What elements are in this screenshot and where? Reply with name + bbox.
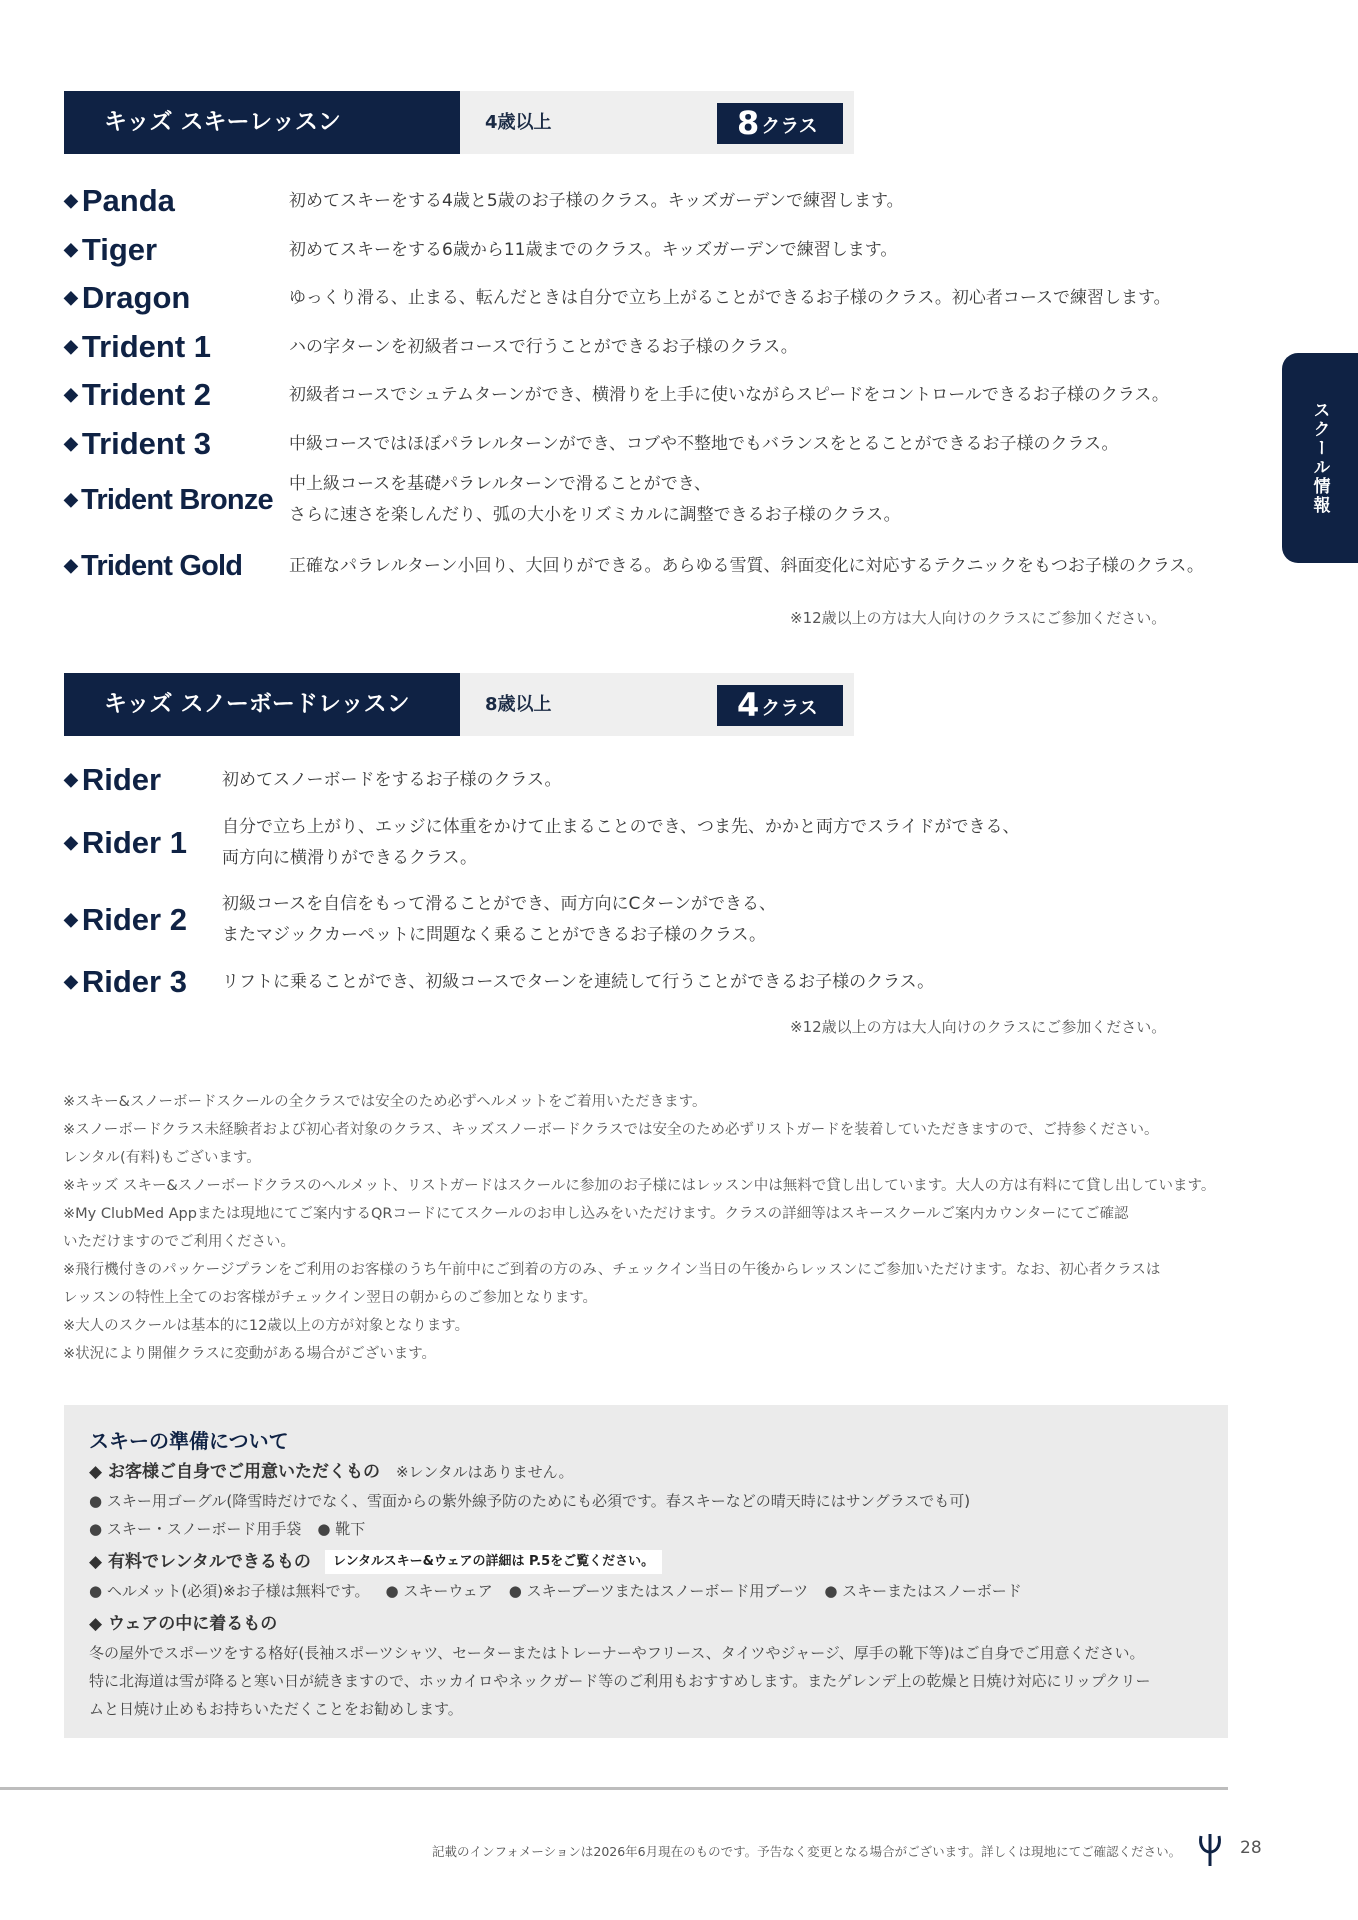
paragraph-line: ムと日焼け止めもお持ちいただくことをお勧めします。 bbox=[89, 1700, 463, 1718]
side-tab-label: スクール情報 bbox=[1309, 401, 1330, 515]
diamond-bullet-icon: ◆ bbox=[64, 335, 78, 356]
ski-age-note: ※12歳以上の方は大人向けのクラスにご参加ください。 bbox=[790, 609, 1167, 627]
diamond-bullet-icon: ◆ bbox=[64, 189, 78, 210]
ski-class-row bbox=[64, 375, 1264, 415]
class-description: 初級者コースでシュテムターンができ、横滑りを上手に使いながらスピードをコントロールできるお子様のクラス。 bbox=[289, 384, 1169, 405]
note-line: ※大人のスクールは基本的に12歳以上の方が対象となります。 bbox=[63, 1318, 470, 1334]
school-info-side-tab[interactable] bbox=[1282, 353, 1358, 563]
diamond-bullet-icon: ◆ bbox=[64, 554, 78, 575]
diamond-bullet-icon: ◆ bbox=[64, 238, 78, 259]
note-line: ※スノーボードクラス未経験者および初心者対象のクラス、キッズスノーボードクラスでは安全のため必ずリストガードを装着していただきますので、ご持参ください。 bbox=[63, 1122, 1159, 1138]
list-item: ● スキー・スノーボード用手袋 ● 靴下 bbox=[89, 1520, 366, 1538]
diamond-bullet-icon: ◆ bbox=[64, 768, 78, 789]
snowboard-count-unit: クラス bbox=[761, 697, 818, 719]
list-item: ● ヘルメット(必須)※お子様は無料です。 ● スキーウェア ● スキーブーツまたはスノーボード用ブーツ ● スキーまたはスノーボード bbox=[89, 1582, 1022, 1600]
ski-age: 4歳以上 bbox=[485, 112, 552, 133]
ski-class-row bbox=[64, 469, 1264, 531]
class-name: ◆ Rider bbox=[64, 762, 162, 797]
diamond-bullet-icon: ◆ bbox=[64, 383, 78, 404]
note-line: ※飛行機付きのパッケージプランをご利用のお客様のうち午前中にご到着の方のみ、チェックイン当日の午後からレッスンにご参加いただけます。なお、初心者クラスは bbox=[63, 1262, 1161, 1278]
class-name: ◆ Trident Gold bbox=[64, 549, 243, 582]
ski-class-row bbox=[64, 424, 1264, 464]
ski-count-number: 8 bbox=[737, 104, 760, 142]
note-line: ※状況により開催クラスに変動がある場合がございます。 bbox=[63, 1346, 437, 1362]
ski-class-row bbox=[64, 230, 1264, 270]
ski-class-row bbox=[64, 327, 1264, 367]
footer-divider bbox=[0, 1787, 1228, 1790]
class-description: ハの字ターンを初級者コースで行うことができるお子様のクラス。 bbox=[289, 336, 798, 357]
rental-heading: ◆ 有料でレンタルできるもの レンタルスキー&ウェアの詳細は P.5をご覧ください。 bbox=[89, 1547, 1150, 1577]
general-notes bbox=[63, 1088, 1243, 1368]
self-prepared-heading: ◆ お客様ご自身でご用意いただくもの ※レンタルはありません。 bbox=[89, 1462, 574, 1482]
class-description: 初めてスキーをする4歳と5歳のお子様のクラス。キッズガーデンで練習します。 bbox=[289, 190, 904, 211]
note-line: いただけますのでご利用ください。 bbox=[63, 1234, 295, 1250]
ski-class-row bbox=[64, 181, 1264, 221]
class-description: 初めてスノーボードをするお子様のクラス。 bbox=[222, 769, 562, 790]
snowboard-age: 8歳以上 bbox=[485, 694, 552, 715]
snowboard-age-note: ※12歳以上の方は大人向けのクラスにご参加ください。 bbox=[790, 1018, 1167, 1036]
ski-class-row bbox=[64, 278, 1264, 318]
diamond-bullet-icon: ◆ bbox=[64, 970, 78, 991]
class-name: ◆ Rider 3 bbox=[64, 964, 187, 999]
diamond-bullet-icon: ◆ bbox=[64, 432, 78, 453]
class-name: ◆ Trident Bronze bbox=[64, 483, 273, 516]
class-description: 初めてスキーをする6歳から11歳までのクラス。キッズガーデンで練習します。 bbox=[289, 239, 898, 260]
list-item: ● スキー用ゴーグル(降雪時だけでなく、雪面からの紫外線予防のためにも必須です。春スキーなどの晴天時にはサングラスでも可) bbox=[89, 1492, 971, 1510]
diamond-bullet-icon: ◆ bbox=[64, 908, 78, 929]
preparation-title: スキーの準備について bbox=[89, 1429, 289, 1453]
class-description: 中上級コースを基礎パラレルターンで滑ることができ、 さらに速さを楽しんだり、弧の大小をリズミカルに調整できるお子様のクラス。 bbox=[289, 474, 901, 525]
rental-details-badge: レンタルスキー&ウェアの詳細は P.5をご覧ください。 bbox=[325, 1550, 662, 1574]
snowboard-section-title: キッズ スノーボードレッスン bbox=[64, 673, 460, 736]
class-description: 初級コースを自信をもって滑ることができ、両方向にCターンができる、 またマジックカーペットに問題なく乗ることができるお子様のクラス。 bbox=[222, 894, 776, 945]
page-number: 28 bbox=[1240, 1838, 1262, 1858]
ski-class-row bbox=[64, 546, 1264, 586]
diamond-bullet-icon: ◆ bbox=[64, 488, 78, 509]
paragraph-line: 特に北海道は雪が降ると寒い日が続きますので、ホッカイロやネックガード等のご利用もおすすめします。またゲレンデ上の乾燥と日焼け対応にリップクリー bbox=[89, 1672, 1151, 1690]
ski-section-title: キッズ スキーレッスン bbox=[64, 91, 460, 154]
class-name: ◆ Panda bbox=[64, 183, 175, 218]
class-description: 正確なパラレルターン小回り、大回りができる。あらゆる雪質、斜面変化に対応するテクニックをもつお子様のクラス。 bbox=[289, 555, 1204, 576]
class-name: ◆ Rider 1 bbox=[64, 825, 187, 860]
trident-logo-icon bbox=[1196, 1832, 1224, 1868]
class-description: 中級コースではほぼパラレルターンができ、コブや不整地でもバランスをとることができるお子様のクラス。 bbox=[289, 433, 1119, 454]
class-name: ◆ Rider 2 bbox=[64, 902, 187, 937]
snowboard-section-header bbox=[64, 673, 854, 736]
snowboard-class-row bbox=[64, 889, 1264, 951]
snowboard-class-count bbox=[717, 685, 843, 726]
snowboard-class-row bbox=[64, 760, 1264, 800]
class-description: 自分で立ち上がり、エッジに体重をかけて止まることのでき、つま先、かかと両方でスライドができる、 両方向に横滑りができるクラス。 bbox=[222, 817, 1020, 868]
class-name: ◆ Trident 3 bbox=[64, 426, 212, 461]
note-line: レンタル(有料)もございます。 bbox=[63, 1150, 261, 1166]
diamond-bullet-icon: ◆ bbox=[64, 286, 78, 307]
ski-section-header bbox=[64, 91, 854, 154]
ski-class-count bbox=[717, 103, 843, 144]
note-line: レッスンの特性上全てのお客様がチェックイン翌日の朝からのご参加となります。 bbox=[63, 1290, 598, 1306]
note-line: ※My ClubMed Appまたは現地にてご案内するQRコードにてスクールのお申し込みをいただけます。クラスの詳細等はスキースクールご案内カウンターにてご確認 bbox=[63, 1206, 1129, 1222]
note-line: ※スキー&スノーボードスクールの全クラスでは安全のため必ずヘルメットをご着用いただきます。 bbox=[63, 1094, 707, 1110]
ski-count-unit: クラス bbox=[761, 115, 818, 137]
diamond-bullet-icon: ◆ bbox=[64, 831, 78, 852]
class-name: ◆ Trident 1 bbox=[64, 329, 212, 364]
snowboard-class-row bbox=[64, 962, 1264, 1002]
class-name: ◆ Trident 2 bbox=[64, 377, 212, 412]
snowboard-count-number: 4 bbox=[737, 686, 760, 724]
note-line: ※キッズ スキー&スノーボードクラスのヘルメット、リストガードはスクールに参加のお子様にはレッスン中は無料で貸し出しています。大人の方は有料にて貸し出しています。 bbox=[63, 1178, 1216, 1194]
class-name: ◆ Tiger bbox=[64, 232, 158, 267]
footer-disclaimer: 記載のインフォメーションは2026年6月現在のものです。予告なく変更となる場合がございます。詳しくは現地にてご確認ください。 bbox=[432, 1844, 1182, 1859]
class-description: リフトに乗ることができ、初級コースでターンを連続して行うことができるお子様のクラス。 bbox=[222, 971, 935, 992]
class-description: ゆっくり滑る、止まる、転んだときは自分で立ち上がることができるお子様のクラス。初心者コースで練習します。 bbox=[289, 287, 1171, 308]
class-name: ◆ Dragon bbox=[64, 280, 191, 315]
paragraph-line: 冬の屋外でスポーツをする格好(長袖スポーツシャツ、セーターまたはトレーナーやフリース、タイツやジャージ、厚手の靴下等)はご自身でご用意ください。 bbox=[89, 1644, 1145, 1662]
snowboard-class-row bbox=[64, 812, 1264, 874]
innerwear-heading: ◆ ウェアの中に着るもの bbox=[89, 1614, 278, 1634]
no-rental-note: ※レンタルはありません。 bbox=[396, 1463, 574, 1481]
ski-preparation-box bbox=[64, 1405, 1228, 1738]
